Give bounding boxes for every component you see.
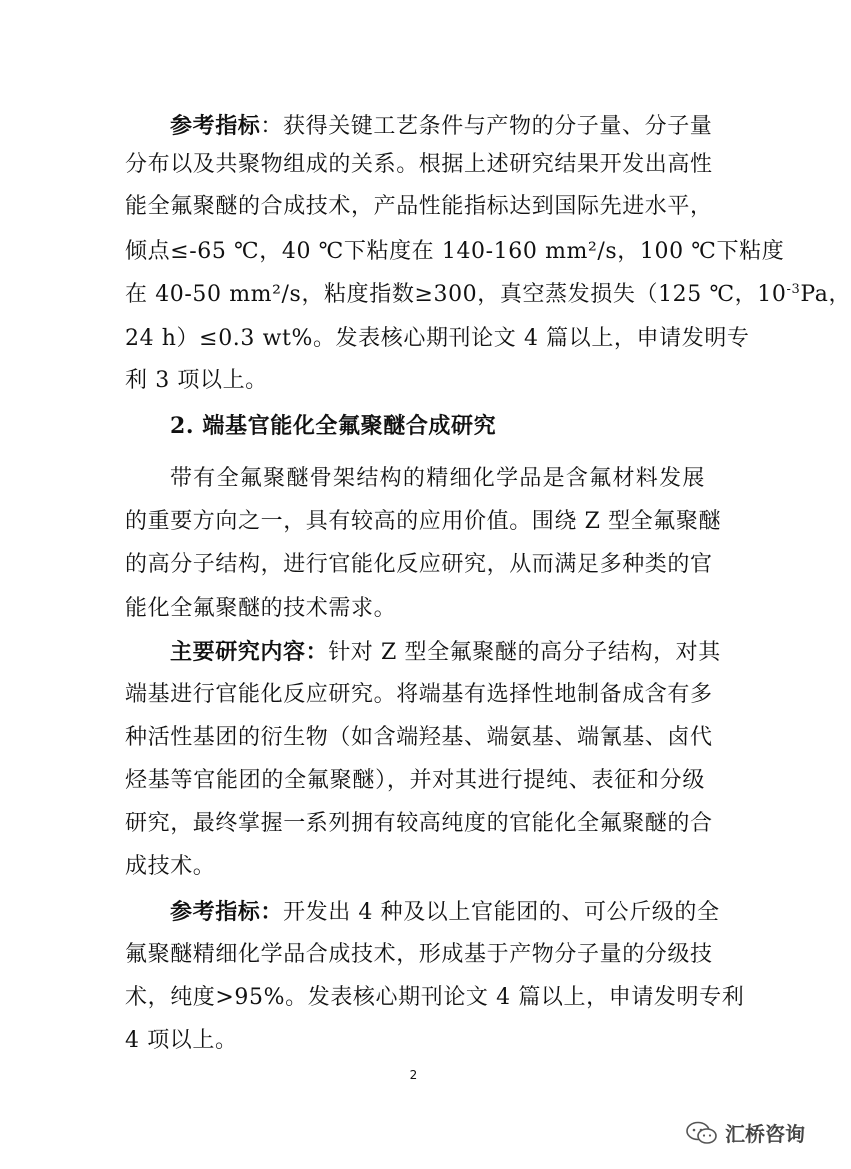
paragraph-line: 成技术。 xyxy=(125,854,216,879)
paragraph-line: 烃基等官能团的全氟聚醚），并对其进行提纯、表征和分级 xyxy=(125,768,705,793)
wechat-icon xyxy=(685,1121,719,1145)
section-heading: 2. 端基官能化全氟聚醚合成研究 xyxy=(170,413,497,439)
page-number: 2 xyxy=(409,1068,418,1082)
paragraph-line: 4 项以上。 xyxy=(125,1028,238,1053)
paragraph-line: 端基进行官能化反应研究。将端基有选择性地制备成含有多 xyxy=(125,682,713,707)
reference-indicator-label: 参考指标： xyxy=(170,899,284,925)
paragraph-line: 分布以及共聚物组成的关系。根据上述研究结果开发出高性 xyxy=(125,152,713,177)
reference-indicator-label: 参考指标 xyxy=(170,113,261,139)
paragraph-line: 参考指标：开发出 4 种及以上官能团的、可公斤级的全 xyxy=(170,899,720,925)
paragraph-line: 的高分子结构，进行官能化反应研究，从而满足多种类的官 xyxy=(125,552,713,577)
paragraph-line: 倾点≤-65 ℃，40 ℃下粘度在 140-160 mm²/s，100 ℃下粘度 xyxy=(125,239,785,264)
paragraph-line: 主要研究内容：针对 Z 型全氟聚醚的高分子结构，对其 xyxy=(170,639,721,665)
paragraph-line: 在 40-50 mm²/s，粘度指数≥300，真空蒸发损失（125 ℃，$10^{-3}Pa$， xyxy=(125,282,851,307)
paragraph-line: 术，纯度>95%。发表核心期刊论文 4 篇以上，申请发明专利 xyxy=(125,985,745,1010)
paragraph-line: 的重要方向之一，具有较高的应用价值。围绕 Z 型全氟聚醚 xyxy=(125,509,722,534)
paragraph-line: 利 3 项以上。 xyxy=(125,368,268,393)
paragraph-line: 能化全氟聚醚的技术需求。 xyxy=(125,596,397,621)
watermark xyxy=(685,1118,805,1147)
watermark-text: 汇桥咨询 xyxy=(725,1122,805,1146)
paragraph-line: 带有全氟聚醚骨架结构的精细化学品是含氟材料发展 xyxy=(170,466,705,491)
paragraph-line: 参考指标：获得关键工艺条件与产物的分子量、分子量 xyxy=(170,113,713,139)
paragraph-line: 24 h）≤0.3 wt%。发表核心期刊论文 4 篇以上，申请发明专 xyxy=(125,326,750,351)
paragraph-line: 氟聚醚精细化学品合成技术，形成基于产物分子量的分级技 xyxy=(125,942,713,967)
paragraph-line: 研究，最终掌握一系列拥有较高纯度的官能化全氟聚醚的合 xyxy=(125,811,713,836)
paragraph-line: 种活性基团的衍生物（如含端羟基、端氨基、端氰基、卤代 xyxy=(125,725,713,750)
main-content-label: 主要研究内容： xyxy=(170,639,329,665)
paragraph-line: 能全氟聚醚的合成技术，产品性能指标达到国际先进水平， xyxy=(125,194,713,219)
